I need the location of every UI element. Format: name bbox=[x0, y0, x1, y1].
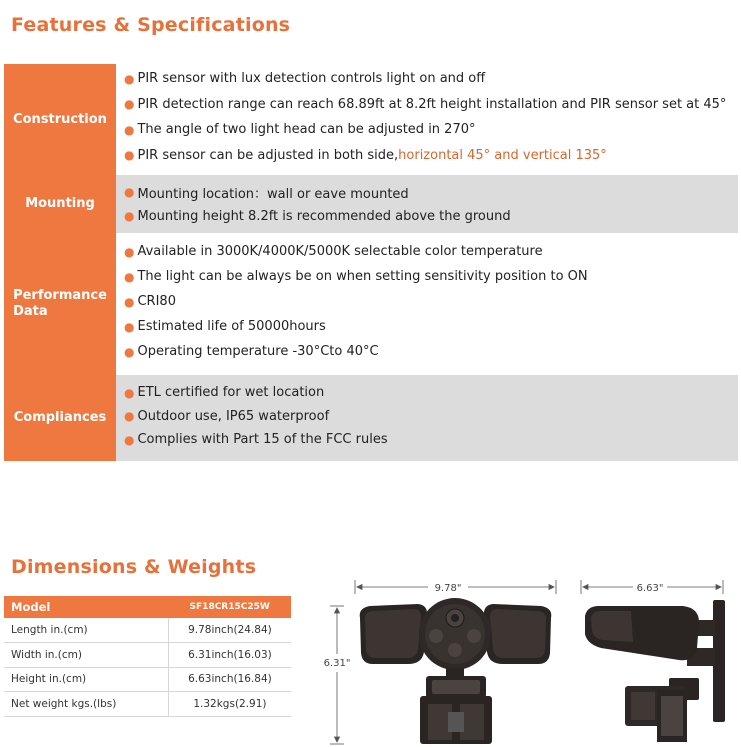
spec-body-performance bbox=[116, 233, 738, 375]
list-item: ● ETL certified for wet location bbox=[124, 385, 325, 401]
features-title: Features & Specifications bbox=[11, 14, 291, 36]
table-row bbox=[4, 643, 291, 668]
bullet-icon: ● bbox=[124, 294, 135, 309]
spec-label-construction bbox=[4, 64, 116, 175]
front-fixture-shape bbox=[360, 598, 552, 744]
list-item: ● Operating temperature -30°Cto 40°C bbox=[124, 344, 379, 359]
bullet-icon: ● bbox=[124, 185, 135, 199]
bullet-icon: ● bbox=[124, 385, 135, 400]
bullet-icon: ● bbox=[124, 97, 135, 112]
front-height-dimension bbox=[330, 606, 344, 744]
bullet-icon: ● bbox=[124, 269, 135, 284]
list-item: ● Mounting height 8.2ft is recommended above the ground bbox=[124, 208, 511, 224]
table-header-sku: SF18CR15C25W bbox=[168, 596, 291, 618]
table-row bbox=[4, 692, 291, 717]
front-view-drawing bbox=[318, 578, 568, 747]
side-fixture-shape bbox=[585, 600, 725, 742]
list-item: ● Mounting location：wall or eave mounted bbox=[124, 185, 409, 202]
bullet-icon: ● bbox=[124, 319, 135, 334]
bullet-icon: ● bbox=[124, 244, 135, 259]
spec-body-mounting bbox=[116, 175, 738, 233]
list-item: ● The angle of two light head can be adjusted in 270° bbox=[124, 122, 476, 138]
list-item: ● CRI80 bbox=[124, 294, 176, 309]
table-cell-label: Height in.(cm) bbox=[4, 667, 168, 692]
bullet-icon: ● bbox=[124, 409, 135, 424]
spec-label-line: Mounting bbox=[25, 196, 95, 211]
list-item: ● Available in 3000K/4000K/5000K selectable color temperature bbox=[124, 244, 543, 259]
table-header-model: Model bbox=[4, 596, 168, 618]
table-header-row bbox=[4, 596, 291, 618]
table-cell-value: 6.63inch(16.84) bbox=[168, 667, 291, 692]
side-view-drawing bbox=[575, 578, 738, 747]
front-height-label: 6.31" bbox=[323, 658, 351, 669]
spec-table bbox=[4, 60, 738, 461]
table-cell-label: Width in.(cm) bbox=[4, 643, 168, 668]
highlighted-text: horizontal 45° and vertical 135° bbox=[398, 147, 607, 163]
table-cell-label: Net weight kgs.(lbs) bbox=[4, 692, 168, 717]
spec-row-compliances bbox=[4, 375, 738, 461]
spec-row-construction bbox=[4, 60, 738, 175]
spec-row-mounting bbox=[4, 175, 738, 233]
list-item: ● PIR detection range can reach 68.89ft at 8.2ft height installation and PIR sensor set at 45° bbox=[124, 96, 727, 112]
spec-label-line: Performance bbox=[13, 288, 107, 303]
bullet-icon: ● bbox=[124, 209, 135, 223]
table-cell-value: 1.32kgs(2.91) bbox=[168, 692, 291, 717]
spec-label-line: Compliances bbox=[13, 410, 107, 425]
side-width-label: 6.63" bbox=[636, 583, 664, 594]
dimensions-title: Dimensions & Weights bbox=[11, 556, 257, 578]
table-cell-value: 6.31inch(16.03) bbox=[168, 643, 291, 668]
list-item: ● PIR sensor can be adjusted in both side, horizontal 45° and vertical 135° bbox=[124, 147, 607, 163]
bullet-icon: ● bbox=[124, 71, 135, 86]
spec-label-line: Construction bbox=[13, 111, 107, 127]
bullet-icon: ● bbox=[124, 344, 135, 359]
spec-label-performance bbox=[4, 233, 116, 375]
table-row bbox=[4, 667, 291, 692]
bullet-icon: ● bbox=[124, 122, 135, 137]
front-width-label: 9.78" bbox=[434, 583, 462, 594]
bullet-icon: ● bbox=[124, 432, 135, 447]
spec-row-performance bbox=[4, 233, 738, 375]
spec-body-compliances bbox=[116, 375, 738, 461]
list-item: ● PIR sensor with lux detection controls light on and off bbox=[124, 71, 486, 87]
list-item: ● Outdoor use, IP65 waterproof bbox=[124, 408, 330, 424]
spec-label-mounting bbox=[4, 175, 116, 233]
list-item: ● Complies with Part 15 of the FCC rules bbox=[124, 432, 388, 448]
dimensions-table bbox=[4, 596, 291, 717]
spec-body-construction bbox=[116, 64, 738, 175]
table-row bbox=[4, 618, 291, 643]
table-cell-value: 9.78inch(24.84) bbox=[168, 618, 291, 643]
list-item: ● The light can be always be on when setting sensitivity position to ON bbox=[124, 269, 588, 284]
list-item: ● Estimated life of 50000hours bbox=[124, 319, 326, 334]
bullet-icon: ● bbox=[124, 148, 135, 163]
spec-label-compliances bbox=[4, 375, 116, 461]
table-cell-label: Length in.(cm) bbox=[4, 618, 168, 643]
spec-label-line: Data bbox=[13, 304, 48, 319]
